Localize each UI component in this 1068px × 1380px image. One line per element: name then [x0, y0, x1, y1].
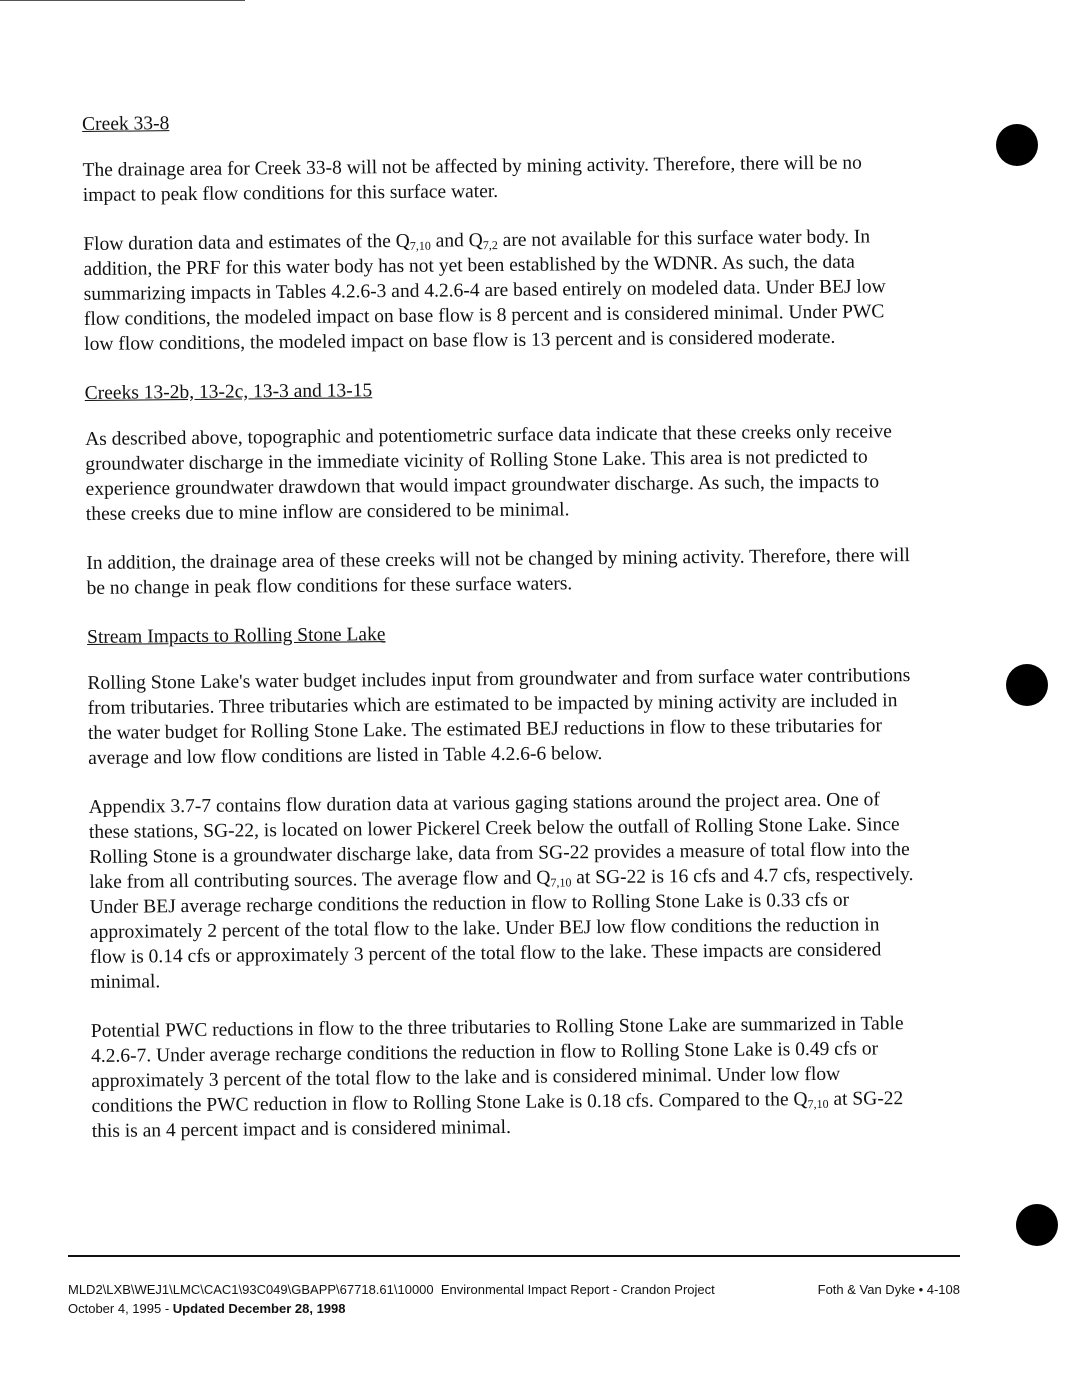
punch-hole	[996, 124, 1038, 166]
bullet-separator: •	[918, 1282, 924, 1297]
paragraph-text: Flow duration data and estimates of the Q	[83, 230, 410, 255]
section-heading-stream-impacts: Stream Impacts to Rolling Stone Lake	[86, 624, 386, 648]
paragraph	[85, 419, 916, 527]
paragraph-text: at SG-22 is 16 cfs and 4.7 cfs, respectively. Under BEJ average recharge conditions the reduction in flow to Rolling Stone Lake is 0.33 cfs or approximately 2 percent of the total flow to the lake. Under BEJ low flow conditions the reduction in flow is 0.14 cfs or approximately 3 percent of the total flow to the lake. These impacts are considered minimal.	[89, 864, 914, 993]
footer-left-line-2	[68, 1299, 960, 1318]
paragraph-text: As described above, topographic and potentiometric surface data indicate that these creeks only receive groundwater discharge in the immediate vicinity of Rolling Stone Lake. This area is not predicted to experience groundwater drawdown that would impact groundwater discharge. As such, the impacts to these creeks due to mine inflow are considered to be minimal.	[85, 421, 892, 525]
paragraph-text: and Q	[430, 230, 483, 252]
document-body	[82, 104, 922, 1168]
original-date: October 4, 1995 -	[68, 1301, 170, 1316]
subscript: 7,2	[482, 238, 498, 253]
paragraph	[91, 1011, 922, 1144]
scan-edge-line	[0, 0, 245, 1]
paragraph-text: at SG-22 this is an 4 percent impact and is considered minimal.	[91, 1088, 904, 1142]
file-path: MLD2\LXB\WEJ1\LMC\CAC1\93C049\GBAPP\67718.61\10000	[68, 1282, 434, 1297]
page-number: 4-108	[926, 1282, 960, 1297]
paragraph-text: Potential PWC reductions in flow to the three tributaries to Rolling Stone Lake are summarized in Table 4.2.6-7. Under average recharge conditions the reduction in flow to Rolling Stone Lake is 0.49 cfs or approximately 3 percent of the total flow to the lake and is considered minimal. Under low flow conditions the PWC reduction in flow to Rolling Stone Lake is 0.18 cfs. Compared to the Q	[90, 1013, 904, 1117]
section-heading-creek-33-8: Creek 33-8	[82, 113, 170, 135]
subscript: 7,10	[550, 875, 572, 890]
updated-date: Updated December 28, 1998	[172, 1301, 346, 1316]
paragraph	[82, 150, 912, 208]
paragraph-text: The drainage area for Creek 33-8 will not be affected by mining activity. Therefore, there will be no impact to peak flow conditions for this surface water.	[82, 152, 862, 206]
subscript: 7,10	[409, 238, 431, 253]
paragraph	[89, 787, 921, 995]
punch-hole	[1016, 1204, 1058, 1246]
paragraph-text: Rolling Stone Lake's water budget includes input from groundwater and from surface water contributions from tributaries. Three tributaries which are estimated to be impacted by mining activity are included in the water budget for Rolling Stone Lake. The estimated BEJ reductions in flow to these tributaries for average and low flow conditions are listed in Table 4.2.6-6 below.	[87, 665, 911, 769]
footer-rule	[68, 1255, 960, 1257]
footer-right	[818, 1280, 960, 1299]
paragraph-text: are not available for this surface water body. In addition, the PRF for this water body has not yet been established by the WDNR. As such, the data summarizing impacts in Tables 4.2.6-3 and 4.2.6-4 are based entirely on modeled data. Under BEJ low flow conditions, the modeled impact on base flow is 8 percent and is considered minimal. Under PWC low flow conditions, the modeled impact on base flow is 13 percent and is considered moderate.	[83, 226, 886, 355]
subscript: 7,10	[807, 1096, 829, 1112]
paragraph	[83, 224, 914, 357]
punch-hole	[1006, 664, 1048, 706]
paragraph	[87, 663, 918, 771]
paragraph-text: Appendix 3.7-7 contains flow duration data at various gaging stations around the project area. One of these stations, SG-22, is located on lower Pickerel Creek below the outfall of Rolling Stone Lake. Since Rolling Stone is a groundwater discharge lake, data from SG-22 provides a measure of total flow into the lake from all contributing sources. The average flow and Q	[88, 789, 910, 893]
paragraph-text: In addition, the drainage area of these creeks will not be changed by mining activity. Therefore, there will be no change in peak flow conditions for these surface waters.	[86, 545, 910, 599]
paragraph	[86, 543, 916, 601]
report-title: Environmental Impact Report - Crandon Project	[440, 1282, 715, 1297]
page-footer	[68, 1280, 960, 1318]
section-heading-creeks-13: Creeks 13-2b, 13-2c, 13-3 and 13-15	[84, 380, 373, 404]
firm-name: Foth & Van Dyke	[817, 1282, 915, 1297]
